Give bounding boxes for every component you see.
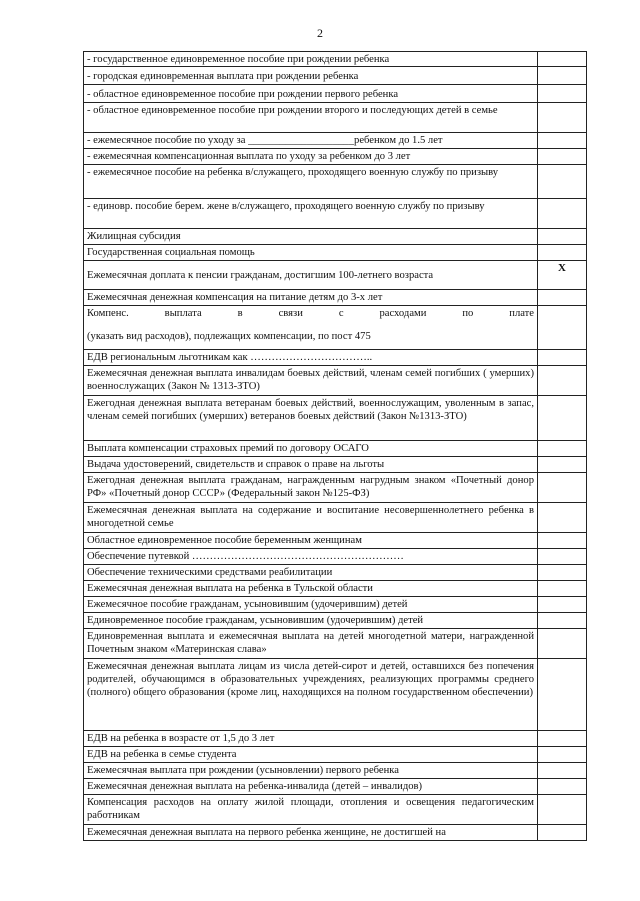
row-description: Ежемесячная доплата к пенсии гражданам, достигшим 100-летнего возраста xyxy=(84,261,538,290)
table-row xyxy=(84,565,587,581)
row-mark-cell[interactable] xyxy=(538,565,587,581)
row-mark-cell[interactable] xyxy=(538,825,587,841)
row-description: Единовременное пособие гражданам, усыновившим (удочерившим) детей xyxy=(84,613,538,629)
table-row xyxy=(84,85,587,103)
row-description: Государственная социальная помощь xyxy=(84,245,538,261)
table-row xyxy=(84,199,587,229)
table-row xyxy=(84,533,587,549)
row-mark-cell[interactable] xyxy=(538,149,587,165)
row-mark-cell[interactable] xyxy=(538,366,587,396)
row-mark-cell[interactable] xyxy=(538,441,587,457)
row-description: Обеспечение техническими средствами реабилитации xyxy=(84,565,538,581)
row-description: ЕДВ на ребенка в семье студента xyxy=(84,747,538,763)
row-description: Ежегодная денежная выплата ветеранам боевых действий, военнослужащим, уволенным в запас, членам семей погибших (умерших) ветеранов боевых действий (Закон №1313-ЗТО) xyxy=(84,396,538,441)
table-row xyxy=(84,261,587,290)
table-row xyxy=(84,133,587,149)
row-description: - единовр. пособие берем. жене в/служащего, проходящего военную службу по призыву xyxy=(84,199,538,229)
row-description: Ежемесячное пособие гражданам, усыновившим (удочерившим) детей xyxy=(84,597,538,613)
row-mark-cell[interactable] xyxy=(538,795,587,825)
row-mark-cell[interactable] xyxy=(538,763,587,779)
table-row xyxy=(84,245,587,261)
row-description: - областное единовременное пособие при рождении второго и последующих детей в семье xyxy=(84,103,538,133)
table-row xyxy=(84,825,587,841)
row-description: Ежемесячная денежная компенсация на питание детям до 3-х лет xyxy=(84,290,538,306)
row-mark-cell[interactable] xyxy=(538,779,587,795)
row-mark-cell[interactable] xyxy=(538,52,587,67)
row-description: Компенсация расходов на оплату жилой площади, отопления и освещения педагогическим работникам xyxy=(84,795,538,825)
table-row xyxy=(84,473,587,503)
row-description: Обеспечение путевкой …………………………………………………… xyxy=(84,549,538,565)
table-row xyxy=(84,731,587,747)
row-description: Ежемесячная денежная выплата на первого ребенка женщине, не достигшей на xyxy=(84,825,538,841)
row-mark-cell[interactable] xyxy=(538,549,587,565)
row-description: Ежемесячная выплата при рождении (усыновлении) первого ребенка xyxy=(84,763,538,779)
table-row xyxy=(84,613,587,629)
row-mark-cell[interactable] xyxy=(538,103,587,133)
row-description: Ежемесячная денежная выплата инвалидам боевых действий, членам семей погибших ( умерших) военнослужащих (Закон № 1313-ЗТО) xyxy=(84,366,538,396)
row-mark-cell[interactable] xyxy=(538,245,587,261)
table-row xyxy=(84,659,587,731)
row-description: Выдача удостоверений, свидетельств и справок о праве на льготы xyxy=(84,457,538,473)
table-row xyxy=(84,149,587,165)
table-row xyxy=(84,581,587,597)
row-description-line: Компенс. выплата в связи с расходами по плате xyxy=(87,308,534,319)
table-row xyxy=(84,457,587,473)
table-row xyxy=(84,67,587,85)
row-description: ЕДВ региональным льготникам как …………………………….. xyxy=(84,350,538,366)
row-mark-cell[interactable] xyxy=(538,85,587,103)
row-description: - ежемесячное пособие по уходу за ____________________ребенком до 1.5 лет xyxy=(84,133,538,149)
table-row xyxy=(84,549,587,565)
row-mark-cell[interactable] xyxy=(538,473,587,503)
table-row xyxy=(84,396,587,441)
table-row xyxy=(84,779,587,795)
row-description: Областное единовременное пособие беременным женщинам xyxy=(84,533,538,549)
table-row xyxy=(84,795,587,825)
row-mark-cell[interactable] xyxy=(538,290,587,306)
row-description: Ежемесячная денежная выплата на ребенка-инвалида (детей – инвалидов) xyxy=(84,779,538,795)
table-row xyxy=(84,165,587,199)
table-row xyxy=(84,306,587,350)
row-mark-cell[interactable] xyxy=(538,306,587,350)
row-mark-cell[interactable] xyxy=(538,659,587,731)
row-description: Выплата компенсации страховых премий по договору ОСАГО xyxy=(84,441,538,457)
row-mark-cell[interactable] xyxy=(538,613,587,629)
table-row xyxy=(84,503,587,533)
row-description: Ежемесячная денежная выплата на ребенка в Тульской области xyxy=(84,581,538,597)
row-mark-cell[interactable] xyxy=(538,747,587,763)
row-mark-cell[interactable] xyxy=(538,457,587,473)
row-description: Ежегодная денежная выплата гражданам, награжденным нагрудным знаком «Почетный донор РФ» «Почетный донор СССР» (Федеральный закон №125-ФЗ) xyxy=(84,473,538,503)
row-mark-cell[interactable] xyxy=(538,597,587,613)
table-row xyxy=(84,229,587,245)
table-row xyxy=(84,763,587,779)
row-mark-cell[interactable] xyxy=(538,165,587,199)
row-description: - областное единовременное пособие при рождении первого ребенка xyxy=(84,85,538,103)
row-description: Ежемесячная денежная выплата на содержание и воспитание несовершеннолетнего ребенка в многодетной семье xyxy=(84,503,538,533)
row-description: - ежемесячное пособие на ребенка в/служащего, проходящего военную службу по призыву xyxy=(84,165,538,199)
table-row xyxy=(84,747,587,763)
table-row xyxy=(84,629,587,659)
table-row xyxy=(84,350,587,366)
row-mark-cell[interactable] xyxy=(538,731,587,747)
table-row xyxy=(84,290,587,306)
row-mark-cell[interactable] xyxy=(538,350,587,366)
table-row xyxy=(84,441,587,457)
row-mark-cell[interactable]: X xyxy=(538,261,587,290)
row-mark-cell[interactable] xyxy=(538,396,587,441)
row-mark-cell[interactable] xyxy=(538,629,587,659)
table-row xyxy=(84,597,587,613)
row-description: - ежемесячная компенсационная выплата по уходу за ребенком до 3 лет xyxy=(84,149,538,165)
row-mark-cell[interactable] xyxy=(538,581,587,597)
row-description: - государственное единовременное пособие при рождении ребенка xyxy=(84,52,538,67)
row-mark-cell[interactable] xyxy=(538,503,587,533)
row-mark-cell[interactable] xyxy=(538,67,587,85)
benefits-table xyxy=(83,51,587,841)
row-description: Жилищная субсидия xyxy=(84,229,538,245)
row-mark-cell[interactable] xyxy=(538,133,587,149)
row-description: ЕДВ на ребенка в возрасте от 1,5 до 3 лет xyxy=(84,731,538,747)
table-row xyxy=(84,366,587,396)
row-mark-cell[interactable] xyxy=(538,533,587,549)
row-description xyxy=(84,306,538,350)
row-description: Ежемесячная денежная выплата лицам из числа детей-сирот и детей, оставшихся без попечения родителей, обучающимся в образовательных учреждениях, реализующих программы среднего (полного) общего образования (кроме лиц, находящихся на полном государственном обеспечении) xyxy=(84,659,538,731)
page-number: 2 xyxy=(317,26,323,40)
row-description: Единовременная выплата и ежемесячная выплата на детей многодетной матери, награжденной Почетным знаком «Материнская слава» xyxy=(84,629,538,659)
row-description: - городская единовременная выплата при рождении ребенка xyxy=(84,67,538,85)
table-row xyxy=(84,52,587,67)
row-description-line: (указать вид расходов), подлежащих компенсации, по пост 475 xyxy=(87,331,371,342)
row-mark-cell[interactable] xyxy=(538,199,587,229)
table-row xyxy=(84,103,587,133)
row-mark-cell[interactable] xyxy=(538,229,587,245)
